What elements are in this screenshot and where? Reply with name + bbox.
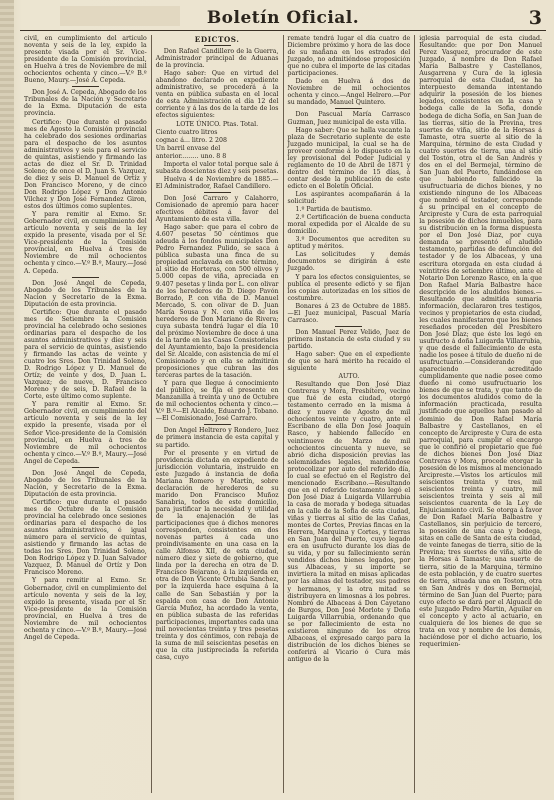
paragraph: 2.º Certificación de buena conducta moral expedida por el Alcalde de su domicilio. <box>287 214 411 236</box>
paragraph: Y para remitir al Exmo. Sr. Gobernador civil, en cumplimiento del artículo noventa y seis de la ley expido la presente, visada por el Señor Vice-presidente de la Comisión provincial, en Huelva á tres de Noviembre de mil ochocientos ochenta y cinco.—V.º B.º, Maury.—José Angel de Cepeda. <box>24 401 147 465</box>
text-columns <box>20 35 546 793</box>
divider <box>72 467 99 468</box>
divider <box>72 277 99 278</box>
paragraph: Bonares á 23 de Octubre de 1885.—El Juez municipal, Pascual María Carrasco. <box>287 302 411 324</box>
paragraph: Y para los efectos consiguientes, se publica el presente edicto y se fijan los copias autorizadas en los sitios de costumbre. <box>287 273 411 302</box>
divider <box>204 45 231 46</box>
paragraph: Don Rafael Candillero de la Guerra, Administrador principal de Aduanas de la provincia. <box>155 48 279 70</box>
divider <box>335 108 362 109</box>
paragraph: Hago saber: Que se halla vacante la plaza de Secretario suplente de este Juzgado municipal, la cual se ha de proveer conforme á lo dispuesto en la ley provisional del Poder Judicial y reglamento de 10 de Abril de 1871 y dentro del término de 15 días, á contar desde la publicación de este edicto en el Boletín Oficial. <box>287 126 411 190</box>
lot-header: LOTE ÚNICO. Ptas. Total. <box>176 120 259 128</box>
paragraph: civil, en cumplimiento del artículo noventa y seis de la ley, expido la presente visada por el Sr. Vice-presidente de la Comisión provincial, en Huelva á tres de Noviembre de mil ochocientos ochenta y cinco.—V.º B.º Bueno, Maury.—José A. Cepeda. <box>24 35 147 85</box>
divider <box>335 326 362 327</box>
divider <box>204 424 231 425</box>
column-4 <box>414 35 546 793</box>
paragraph: remate tendrá lugar el día cuatro de Diciembre próximo y hora de las doce de su mañana en los estrados del Juzgado, no admitiéndose proposición que no cubra el importe de las citadas participaciones. <box>287 35 411 78</box>
publication-title: Boletín Oficial. <box>206 8 360 28</box>
paper-stain <box>60 6 180 26</box>
paragraph: iglesia parroquial de esta ciudad. Resultando: que por Don Manuel Perez Vasquez, procurador de este Juzgado, á nombre de Don Rafael María Balbastre y Castellanos, Ausgarrena y Cura de la iglesia parroquial de esta Ciudad, se ha interpuesto demanda intentando adquirir la posesión de los bienes legados, consistentes en la casa y bodega calle de la Sofia, donde bodega de dicha Sofía, en San Juan de las tierras, sitio de la Previna, tres suertes de viña, sitio de la Horsas á Tamaste, otra suerte al sitio de la Marquina, término de esta Ciudad y cuatro suertes de tierra, una al sitio del Tostón, otra el de San Andrés y dos en el del Bermejal, término de San Juan del Puerto, fundándose en que habiendo fallecido la usufructuaria de dichos bienes, y no existiendo ninguno de los Albaceas que nombró el testador, corresponde á su principal en el concepto de Arcipreste y Cura de esta parroquial la posesión de dichos inmuebles, para su distribución en la forma dispuesta por el Don José Diaz, por cuya demanda se presentó el aludido testamento, partidas de defunción del testador y de los Albaceas, y una escritura otorgada en esta ciudad á veintitrés de setiembre último, ante el Notario Don Lorenzo Rasco, en la que Don Rafael María Balbastre hace descripción de los aludidos bienes.—Resultando que admitida sumaria información, declararon tres testigos, vecinos y propietarios de esta ciudad, les cuales manifestaron que los bienes reseñados proceden del Presbítero Don José Diaz; que éste los legó en usufructo á doña Luigarda Villarrubia, y que desde el fallecimiento de esta nadie los posee á título de dueño ni de usufructuario.—Considerando que apareciendo acreditado cumplidamente que nadie posee como dueño ni como usufructuario los bienes de que se trata, y que tanto de los documentos aludidos como de la información practicada, resulta justificado que aquellos han pasado al dominio de Don Rafael María Balbastre y Castellanos, en el concepto de Arcipreste y Cura de esta parroquial, para cumplir el encargo que le confirió el propietario que fué de dichos bienes Don José Diaz Contreras y Mora, procede otorgar la posesión de los mismos al mencionado Arcipreste.—Vistos los artículos mil seiscientos treinta y tres, mil seiscientos treinta y cuatro, mil seiscientos treinta y seis al mil seiscientos cuarenta de la Ley de Enjuiciamiento civil. Se otorga á favor de Don Rafael María Balbastre y Castellanos, sin perjuicio de tercero, la posesión de una casa y bodega, sitas en calle de Santa de esta ciudad, de veinte fanegas de tierra, sitio de la Previna; tres suertes de viña, sitio de la Horsas á Tamaste; una suerte de tierra, sitio de la Marquina, término de esta población, y de cuatro suertes de tierra, situada una en Toston, otra en San Andrés y dos en Bermejal, término de San Juan del Puerto; para cuyo efecto se dará por el Alguacil de este Juzgado Pedro Martin, Aguilar en el concepto y acto al actuario, en cualquiera de los bienes de que se trata en voz y nombre de los demás, haciéndose por el dicho actuario, los requerimien- <box>419 35 542 649</box>
paragraph: Las solicitudes y demás documentos se dirigirán á este Juzgado. <box>287 251 411 273</box>
paragraph: Por el presente y en virtud de providencia dictada en expediente de jurisdicción voluntaria, instruido en este Juzgado á instancia de doña Mariana Romero y Martín, sobre declaración de herederos de su marido Don Francisco Muñoz Sanabria, todos de este domicilio, para justificar la necesidad y utilidad de la enajenación de las participaciones que á dichos menores corresponden, consistentes en dos novenas partes á cada uno proindivisamente en una casa en la calle Alfonso XII, de esta ciudad, número diez y siete de gobierno, que linda por la derecha en otra de D. Francisco Bejarano, á la izquierda en otra de Don Vicente Ortubia Sanchez, por la izquierda hace esquina á la calle de San Sebastián y por la espalda con casa de Don Antonio García Muñoz, ha acordado la venta, en pública subasta de las referidas participaciones, importantes cada una mil novecientas treinta y tres pesetas treinta y dos céntimos, con rebaja de la suma de mil seiscientas pesetas en que la cita justipreciada la referida casa, cuyo <box>155 449 279 661</box>
lot-line: cognac á... litro. 2 208 <box>155 136 227 144</box>
paragraph: Y para remitir al Exmo. Sr. Gobernador, civil en cumplimiento del artículo noventa y seis de la ley, expido la presente, visada por el Sr. Vice-presidente de la Comisión provincial, en Huelva á tres de Noviembre de mil ochocientos ochenta y cinco.—V.º B.º, Maury.—José Angel de Cepeda. <box>24 577 147 641</box>
paragraph: Don José Angel de Cepeda, Abogado de los Tribunales de la Nación, y Secretario de la Exma. Diputación de esta provincia. <box>24 469 147 498</box>
lot-line: anterior......... uno. 8 8 <box>155 152 227 160</box>
masthead <box>20 4 546 31</box>
paragraph: Don José Angel de Cepeda, Abogado de los Tribunales de la Nacion y Secretario de la Exma. Diputación de esta provincia. <box>24 279 147 308</box>
section-heading-edictos: EDICTOS. <box>194 35 240 44</box>
lot-line: Ciento cuatro litros <box>155 128 218 136</box>
lot-line: Importa el valor total porque sale á subasta doscientas diez y seis pesetas. <box>155 160 279 175</box>
paragraph: Hago saber: que para el cobro de 4.607 pesetas 50 céntimos que adeuda á los fondos municipales Don Pedro Fernandez Pulido, se saca á pública subasta una finca de su propiedad enclavada en este término, al sitio de Horteras, con 500 olivos y 5.000 cepas de viña, apreciada en 9.407 pesetas y linda por L. con olivar de los herederos de D. Diego Pavón Borrado, P. con viña de D. Manuel Mercado, S. con olivar de D. Juan María Sousa y N. con viña de los herederos de Don Mariano de Rivera; cuya subasta tendrá lugar el día 10 del próximo Noviembre de doce á una de la tarde en las Casas Consistoriales del Ayuntamiento, bajo la presidencia del Sr. Alcalde, con asistencia de mí el Comisionado y en ella se admitirán proposiciones que cubran las dos terceras partes de la tasación. <box>155 224 279 380</box>
lot-line: Un barril envase del <box>155 144 221 152</box>
paragraph: Y para que llegue á conocimiento del público, se fija el presente en Manzanilla á treinta y uno de Octubre de mil ochocientos ochenta y cinco.—V.º B.º—El Alcalde, Eduardo J. Tobano.—El Comisionado, José Carraro. <box>155 380 279 423</box>
paragraph: Don Angel Heltrero y Rondero, Juez de primera instancia de esta capital y su partido. <box>155 427 279 449</box>
paragraph: Hago saber: Que en virtud del abandono declarado en expediente administrativo, se procederá á la venta en pública subasta en el local de esta Administración el día 12 del corriente y á las dos de la tarde de los efectos siguientes: <box>155 70 279 120</box>
paragraph: Y para remitir al Exmo. Sr. Gobernador civil, en cumplimiento del artículo noventa y seis de la ley expido la presente, visada por el Sr. Vice-presidente de la Comisión provincial, en Huelva á tres de Noviembre de mil ochocientos ochenta y cinco.—V.º B.º, Maury.—José A. Cepeda. <box>24 211 147 275</box>
paragraph: Los aspirantes acompañarán á la solicitud: <box>287 190 411 206</box>
divider <box>72 86 99 87</box>
paragraph: Don Pascual María Carrasco Guzman, Juez municipal de esta villa. <box>287 111 411 126</box>
paragraph: Don José A. Cepeda, Abogado de los Tribunales de la Nación y Secretario de la Exma. Diputación de esta provincia. <box>24 89 147 118</box>
binding-edge <box>0 0 14 800</box>
lot-line: Huelva 4 de Noviembre de 1885.—El Administrador, Rafael Candillero. <box>155 175 279 190</box>
paragraph: 3.º Documentos que acrediten su aptitud y méritos. <box>287 236 411 251</box>
auto-heading: AUTO. <box>338 373 360 381</box>
paragraph: Hago saber: Que en el expediente de que se hará mérito ha recaído el siguiente <box>287 350 411 373</box>
paragraph: Certifico: Que durante el pasado mes de Agosto la Comisión provincial ha celebrado dos sesiones ordinarias para el despacho de los asuntos administrativos y seis para el servicio de quintas, asistiendo y firmando las actas de diez el Sr. D. Trinidad Soleno; de once el D. Juan S. Vazquez, de diez y seis D. Manuel de Ortíz y Don Francisco Moreno, y de cinco Don Rodrigo López y Don Antonio Vilchez y Don José Fernandez Giron, estos dos últimos como suplentes. <box>24 118 147 211</box>
column-1 <box>20 35 151 793</box>
paragraph: Dado en Huelva á dos de Noviembre de mil ochocientos ochenta y cinco.—Angel Helrero.—Por su mandado, Manuel Quintero. <box>287 78 411 107</box>
paragraph: Resultando que Don José Diaz Contreras y Mora, Presbítero, vecino que fué de esta ciudad, otorgó testamento cerrado en la misma á diez y nueve de Agosto de mil ochocientos veinte y cuatro, ante el Escribano de ella Don José Joaquín Rasco, y habiendo fallecido en veintinueve de Marzo de mil ochocientos cincuenta y nueve, se abrió dicha disposición previas las solemnidades legales, mandándose protocolizar por auto del referido día, lo cual se efectuó en el Registro del mencionado Escribano.—Resultando que en el referido testamento legó el Don José Diaz á Luigarda Villarrubia la casa de morada y bodega situadas en la calle de la Sofia de esta ciudad, viñas y tierras al sitio de las Cañas, montes de Cortes, Previas fincas en la Herrera, Marquina y Cortes, y tierras en San Juan del Puerto, cuyo legado era en usufructo durante los días de su vida, y por su fallecimiento serán vendidos dichos bienes legados, por sus Albaceas, y su importe se invirtiera la mitad en misas aplicadas por las almas del testador, sus padres y hermanos, y la otra mitad se distribuyera en limosnas á los pobres. Nombró de Albaceas á Don Cayetano de Burgos, Don José Morlote y Doña Luigarda Villarrubia, ordenando que se por fallecimiento de esta no existieron ninguno de los otros Albaceas, el expresado cargo para la distribución de los dichos bienes se conferirá al Vicario ó Cura más antiguo de la <box>287 381 411 663</box>
column-3 <box>283 35 415 793</box>
paragraph: Don Manuel Perez Velido, Juez de primera instancia de esta ciudad y su partido. <box>287 328 411 350</box>
paragraph: 1.º Partida de bautismo. <box>295 206 372 214</box>
column-2 <box>151 35 283 793</box>
divider <box>204 192 231 193</box>
paragraph: Don José Carraro y Calahorro, Comisionado de apremio para hacer efectivos débitos á favor del Ayuntamiento de esta villa. <box>155 194 279 224</box>
paragraph: Certifico: Que durante el pasado mes de Setiembre la Comisión provincial ha celebrado ocho sesiones ordinarias para el despacho de los asuntos administrativos y diez y seis para el servicio de quintas, asistiendo y firmando las actas de veinte y cuatro los Sres. Don Trinidad Soleno, D. Rodrigo López y D. Manuel de Ortíz; de veinte y dos, D. Juan L. Vazquez; de nueve, D. Francisco Moreno y de seis, D. Rafael de la Corte, este último como suplente. <box>24 308 147 401</box>
paragraph: Certifico: que durante el pasado mes de Octubre de la Comisión provincial ha celebrado once sesiones ordinarias para el despacho de los asuntos administrativos, é igual número para el servicio de quintas, asistiendo y firmando las actas de todas los Sres. Don Trinidad Soleno, Don Rodrigo López y D. Juan Salvador Vazquez, D. Manuel de Ortíz y Don Francisco Moreno. <box>24 498 147 577</box>
page-number: 3 <box>528 7 542 29</box>
